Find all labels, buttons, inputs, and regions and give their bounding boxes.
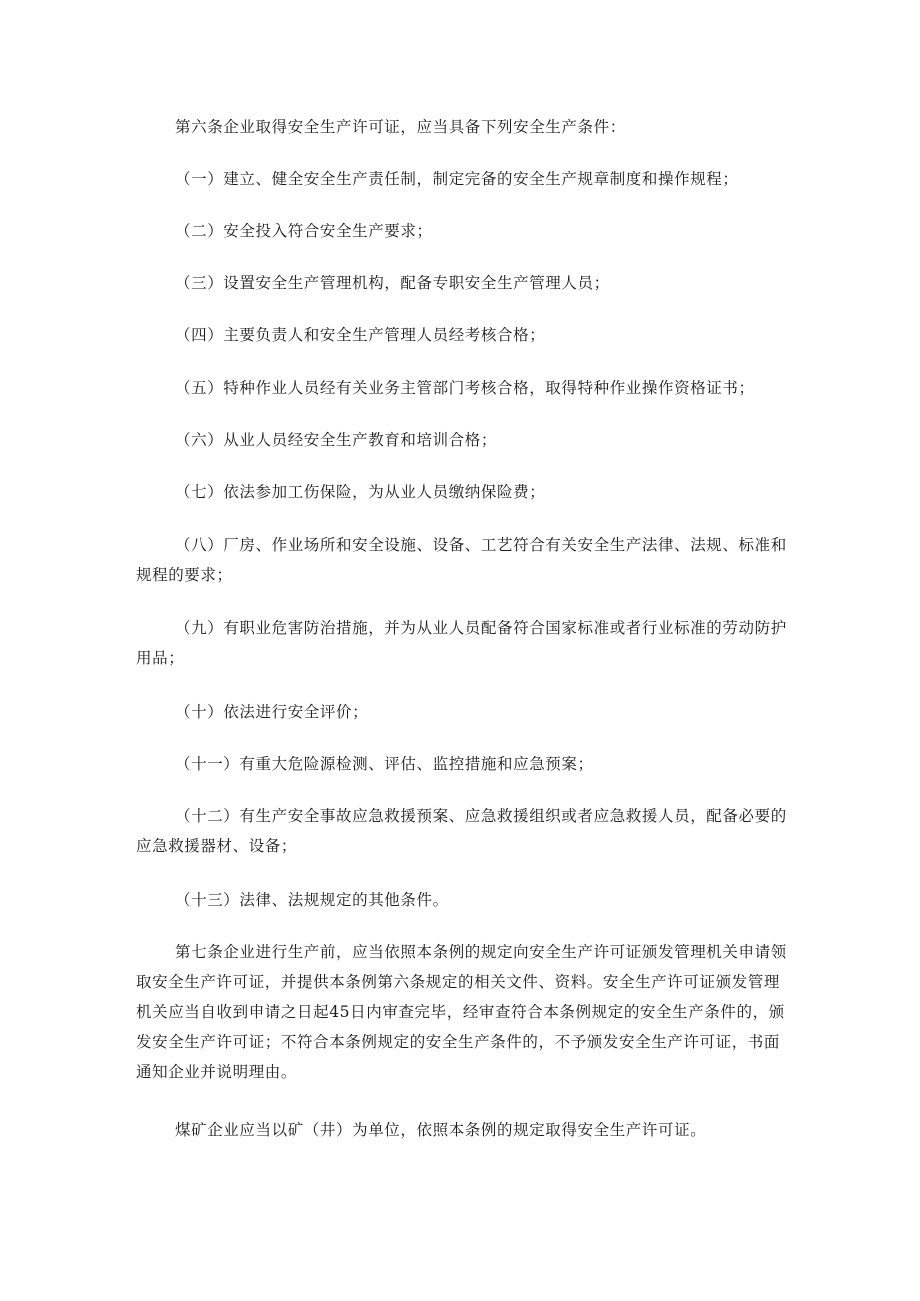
coal-mine-paragraph: 煤矿企业应当以矿（井）为单位，依照本条例的规定取得安全生产许可证。 (175, 1121, 707, 1139)
condition-item-2: （二）安全投入符合安全生产要求； (175, 222, 433, 240)
condition-item-6: （六）从业人员经安全生产教育和培训合格； (175, 431, 498, 449)
condition-item-9: （九）有职业危害防治措施，并为从业人员配备符合国家标准或者行业标准的劳动防护用品； (136, 619, 787, 667)
condition-item-4: （四）主要负责人和安全生产管理人员经考核合格； (175, 326, 546, 344)
condition-item-11: （十一）有重大危险源检测、评估、监控措施和应急预案； (175, 755, 594, 773)
condition-item-3: （三）设置安全生产管理机构，配备专职安全生产管理人员； (175, 274, 610, 292)
condition-item-7: （七）依法参加工伤保险，为从业人员缴纳保险费； (175, 483, 546, 501)
condition-item-5: （五）特种作业人员经有关业务主管部门考核合格，取得特种作业操作资格证书； (175, 379, 755, 397)
condition-item-1: （一）建立、健全安全生产责任制，制定完备的安全生产规章制度和操作规程； (175, 170, 739, 188)
condition-item-10: （十）依法进行安全评价； (175, 703, 369, 721)
condition-item-13: （十三）法律、法规规定的其他条件。 (175, 891, 449, 909)
article-7-paragraph: 第七条企业进行生产前，应当依照本条例的规定向安全生产许可证颁发管理机关申请领取安全生产许可证，并提供本条例第六条规定的相关文件、资料。安全生产许可证颁发管理机关应当自收到申请之日起45日内审查完毕，经审查符合本条例规定的安全生产条件的，颁发安全生产许可证；不符合本条例规定的安全生产条件的，不予颁发安全生产许可证，书面通知企业并说明理由。 (136, 943, 787, 1081)
condition-item-12: （十二）有生产安全事故应急救援预案、应急救援组织或者应急救援人员，配备必要的应急救援器材、设备； (136, 807, 787, 855)
condition-item-8: （八）厂房、作业场所和安全设施、设备、工艺符合有关安全生产法律、法规、标准和规程的要求； (136, 536, 787, 584)
article-6-heading: 第六条企业取得安全生产许可证，应当具备下列安全生产条件： (175, 118, 626, 136)
